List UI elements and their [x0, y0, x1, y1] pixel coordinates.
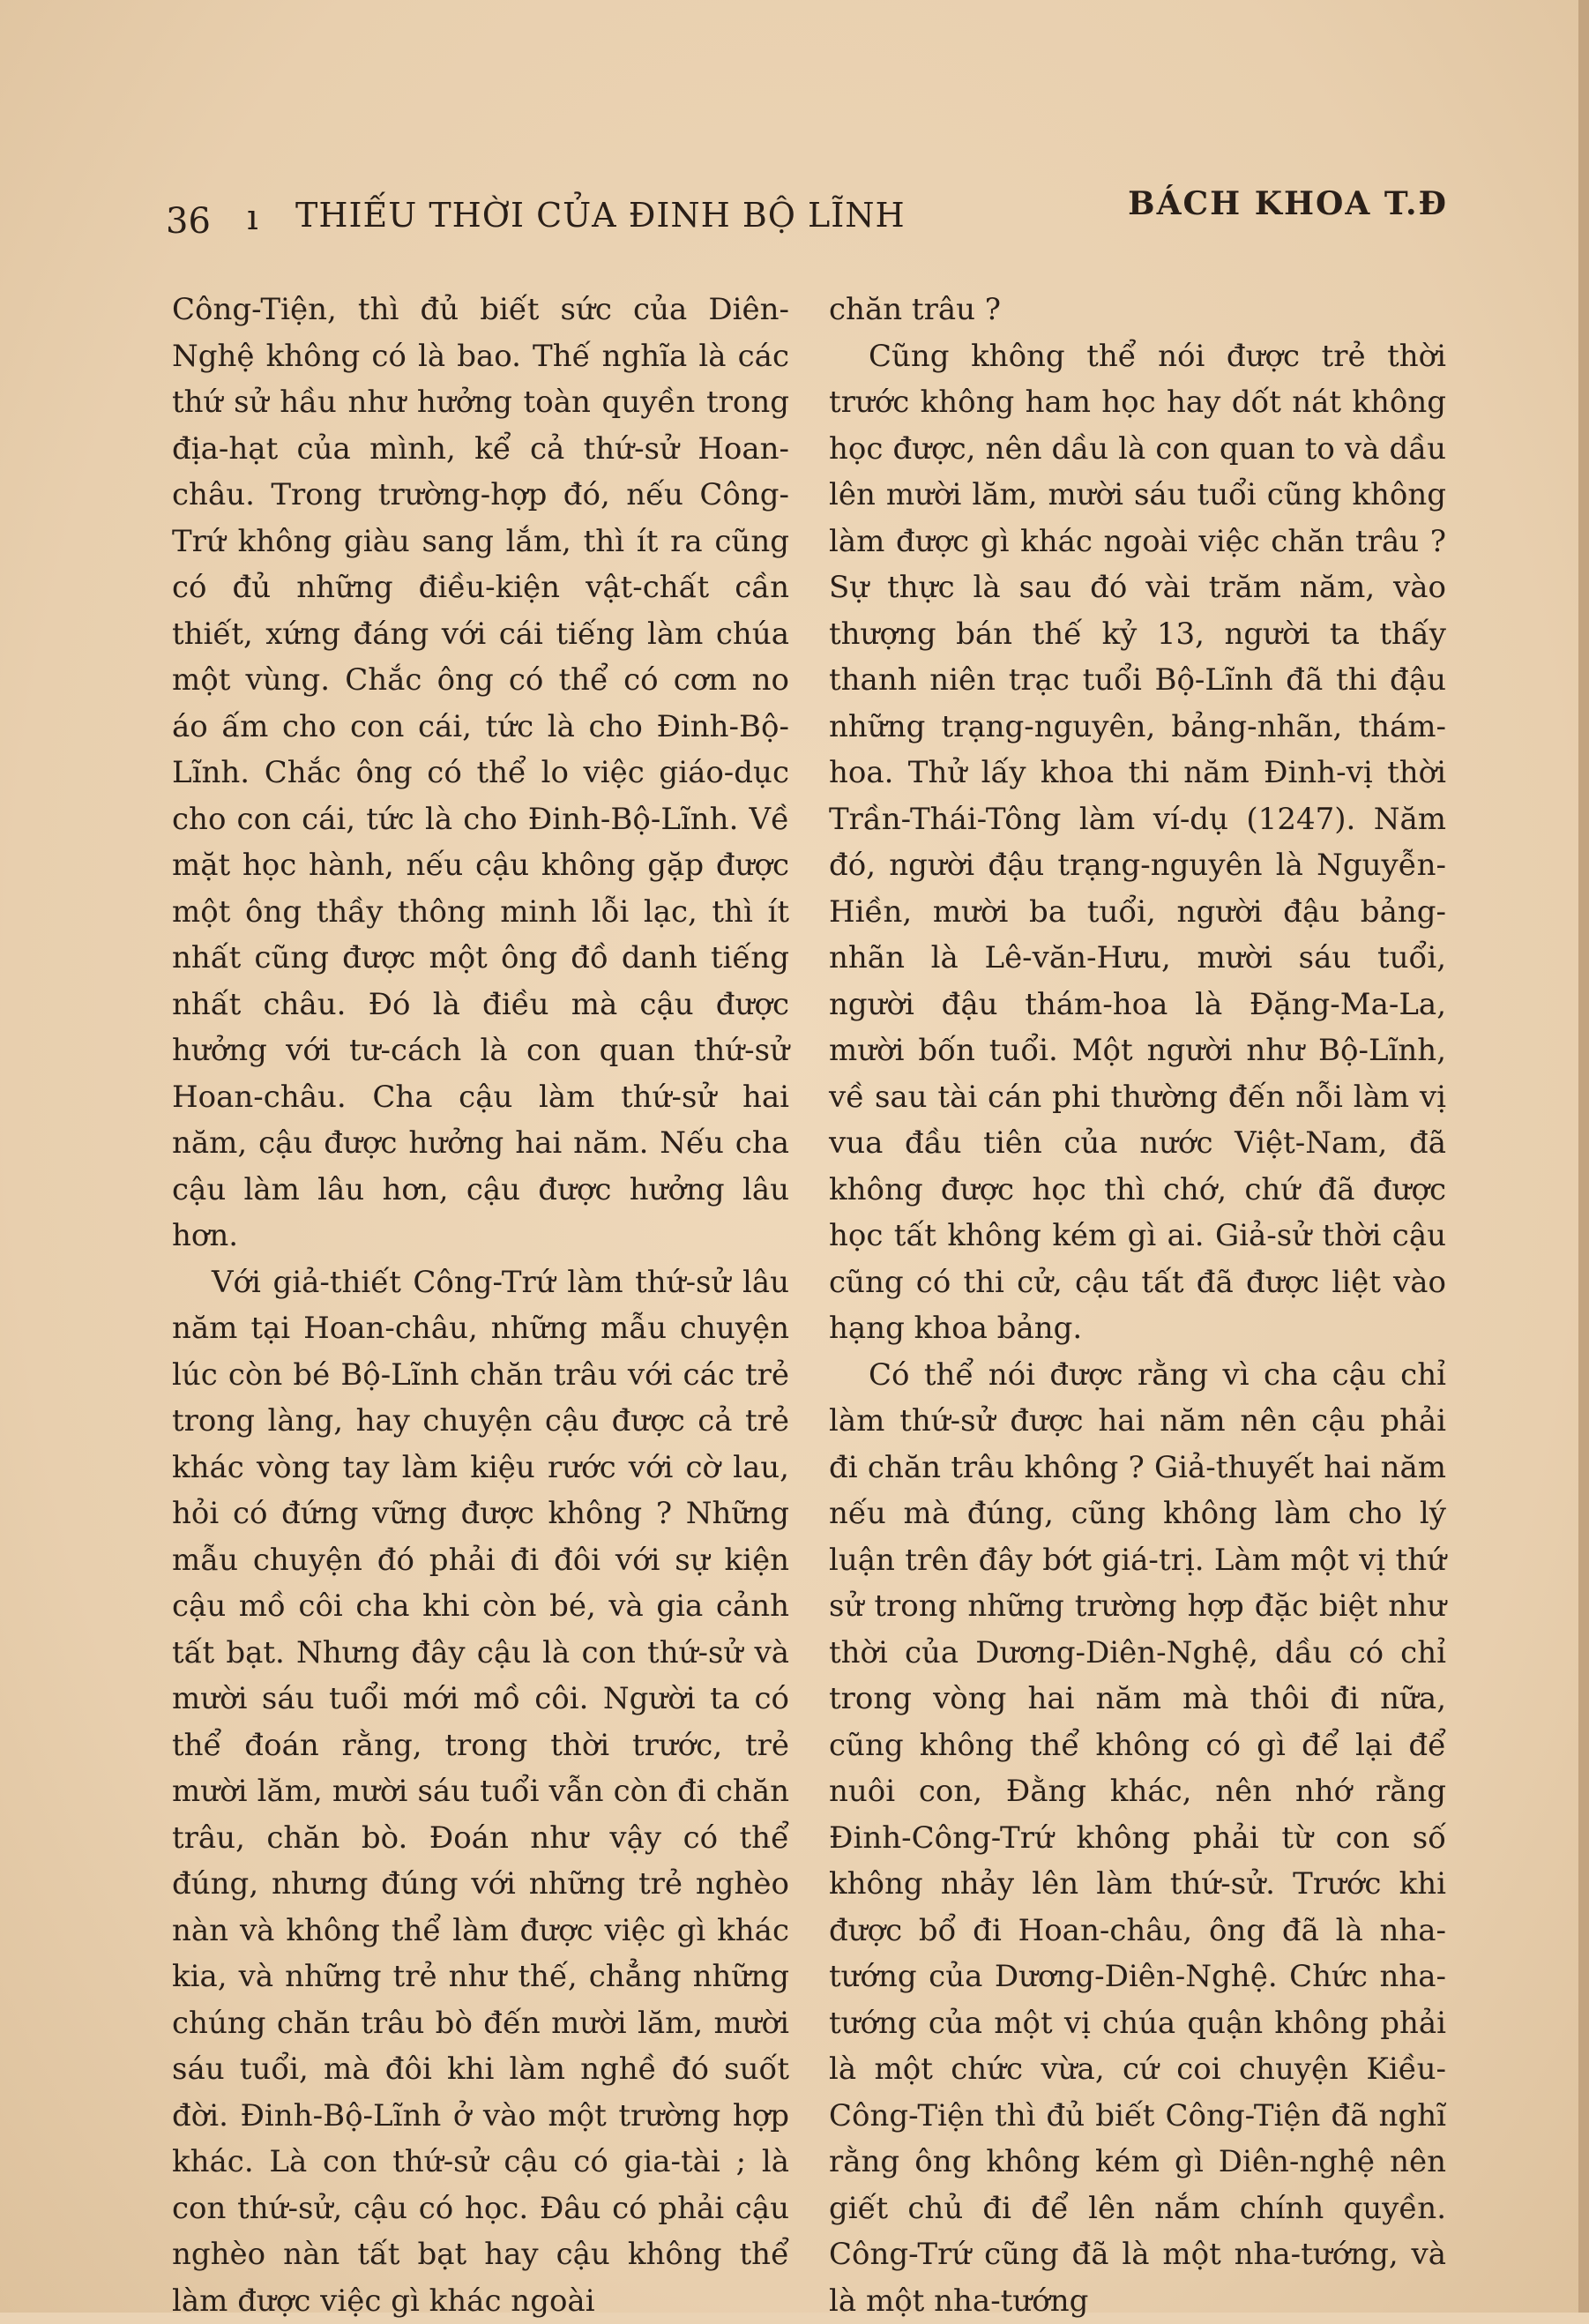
paragraph: Cũng không thể nói được trẻ thời trước không ham học hay dốt nát không học được, nên dầu là con quan to và dầu lên mười lăm, mười sáu tuổi cũng không làm được gì khác ngoài việc chăn trâu ? Sự thực là sau đó vài trăm năm, vào thượng bán thế kỷ 13, người ta thấy thanh niên trạc tuổi Bộ-Lĩnh đã thi đậu những trạng-nguyên, bảng-nhãn, thám-hoa. Thử lấy khoa thi năm Đinh-vị thời Trần-Thái-Tông làm ví-dụ (1247). Năm đó, người đậu trạng-nguyên là Nguyễn-Hiền, mười ba tuổi, người đậu bảng-nhãn là Lê-văn-Hưu, mười sáu tuổi, người đậu thám-hoa là Đặng-Ma-La, mười bốn tuổi. Một người như Bộ-Lĩnh, về sau tài cán phi thường đến nỗi làm vị vua đầu tiên của nước Việt-Nam, đã không được học thì chớ, chứ đã được học tất không kém gì ai. Giả-sử thời cậu cũng có thi cử, cậu tất đã được liệt vào hạng khoa bảng.	[829, 333, 1446, 1352]
left-column	[172, 287, 789, 2324]
publication-name: BÁCH KHOA T.Đ	[1128, 185, 1448, 222]
running-header	[159, 185, 1448, 238]
page-number: 36	[166, 201, 211, 242]
page-edge	[1578, 0, 1589, 2313]
running-title: THIẾU THỜI CỦA ĐINH BỘ LĨNH	[295, 196, 906, 235]
right-column	[829, 287, 1446, 2324]
paragraph: Với giả-thiết Công-Trứ làm thứ-sử lâu năm tại Hoan-châu, những mẫu chuyện lúc còn bé Bộ-Lĩnh chăn trâu với các trẻ trong làng, hay chuyện cậu được cả trẻ khác vòng tay làm kiệu rước với cờ lau, hỏi có đứng vững được không ? Những mẫu chuyện đó phải đi đôi với sự kiện cậu mồ côi cha khi còn bé, và gia cảnh tất bạt. Nhưng đây cậu là con thứ-sử và mười sáu tuổi mới mồ côi. Người ta có thể đoán rằng, trong thời trước, trẻ mười lăm, mười sáu tuổi vẫn còn đi chăn trâu, chăn bò. Đoán như vậy có thể đúng, nhưng đúng với những trẻ nghèo nàn và không thể làm được việc gì khác kia, và những trẻ như thế, chẳng những chúng chăn trâu bò đến mười lăm, mười sáu tuổi, mà đôi khi làm nghề đó suốt đời. Đinh-Bộ-Lĩnh ở vào một trường hợp khác. Là con thứ-sử cậu có gia-tài ; là con thứ-sử, cậu có học. Đâu có phải cậu nghèo nàn tất bạt hay cậu không thể làm được việc gì khác ngoài	[172, 1259, 789, 2324]
paragraph: chăn trâu ?	[829, 287, 1446, 333]
header-separator: ı	[247, 198, 258, 238]
paragraph: Có thể nói được rằng vì cha cậu chỉ làm thứ-sử được hai năm nên cậu phải đi chăn trâu không ? Giả-thuyết hai năm nếu mà đúng, cũng không làm cho lý luận trên đây bớt giá-trị. Làm một vị thứ sử trong những trường hợp đặc biệt như thời của Dương-Diên-Nghệ, dầu có chỉ trong vòng hai năm mà thôi đi nữa, cũng không thể không có gì để lại để nuôi con, Đằng khác, nên nhớ rằng Đinh-Công-Trứ không phải từ con số không nhảy lên làm thứ-sử. Trước khi được bổ đi Hoan-châu, ông đã là nha-tướng của Dương-Diên-Nghệ. Chức nha-tướng của một vị chúa quận không phải là một chức vừa, cứ coi chuyện Kiều-Công-Tiện thì đủ biết Công-Tiện đã nghĩ rằng ông không kém gì Diên-nghệ nên giết chủ đi để lên nắm chính quyền. Công-Trứ cũng đã là một nha-tướng, và là một nha-tướng	[829, 1352, 1446, 2324]
paragraph: Công-Tiện, thì đủ biết sức của Diên-Nghệ không có là bao. Thế nghĩa là các thứ sử hầu như hưởng toàn quyền trong địa-hạt của mình, kể cả thứ-sử Hoan-châu. Trong trường-hợp đó, nếu Công-Trứ không giàu sang lắm, thì ít ra cũng có đủ những điều-kiện vật-chất cần thiết, xứng đáng với cái tiếng làm chúa một vùng. Chắc ông có thể có cơm no áo ấm cho con cái, tức là cho Đinh-Bộ-Lĩnh. Chắc ông có thể lo việc giáo-dục cho con cái, tức là cho Đinh-Bộ-Lĩnh. Về mặt học hành, nếu cậu không gặp được một ông thầy thông minh lỗi lạc, thì ít nhất cũng được một ông đồ danh tiếng nhất châu. Đó là điều mà cậu được hưởng với tư-cách là con quan thứ-sử Hoan-châu. Cha cậu làm thứ-sử hai năm, cậu được hưởng hai năm. Nếu cha cậu làm lâu hơn, cậu được hưởng lâu hơn.	[172, 287, 789, 1259]
